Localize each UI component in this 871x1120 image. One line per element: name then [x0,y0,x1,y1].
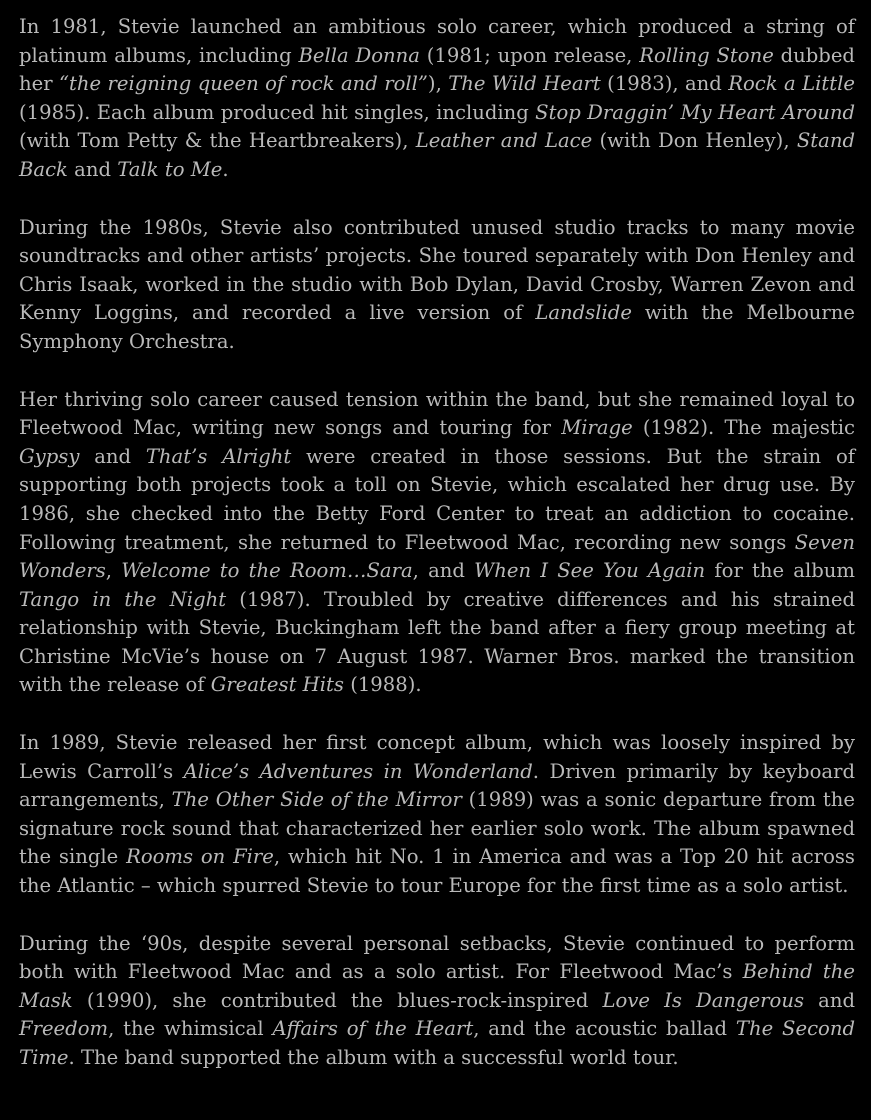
title-italic: The Second Time [19,1017,856,1069]
paragraph-5 [19,930,855,1073]
title-italic: Landslide [535,301,632,325]
paragraph-4 [19,729,855,901]
text-run: ), [427,72,449,96]
text-run: . Driven primarily by keyboard arrangements, [19,759,855,812]
text-run: dubbed her [19,43,855,96]
title-italic: Rolling Stone [639,43,774,67]
title-italic: Seven Wonders [19,530,855,583]
title-italic: Affairs of the Heart [272,1017,474,1041]
title-italic: Mirage [561,416,633,440]
text-run: , and the acoustic ballad [473,1017,736,1041]
title-italic: Welcome to the Room…Sara [121,559,413,583]
text-run: . The band supported the album with a successful world tour. [68,1046,679,1069]
title-italic: Gypsy [19,444,80,468]
text-run: (1983), and [600,72,729,96]
title-italic: Stop Draggin’ My Heart Around [535,100,855,124]
text-run: In 1989, Stevie released her first concept album, which was loosely inspired by Lewis Carroll’s [19,731,855,783]
text-run: , and [412,559,475,583]
text-run: In 1981, Stevie launched an ambitious solo career, which produced a string of platinum albums, including [19,15,855,67]
title-italic: Rooms on Fire [126,845,274,869]
title-italic: Bella Donna [298,43,420,67]
title-italic: “the reigning queen of rock and roll” [58,72,428,96]
text-run: (with Don Henley), [592,129,797,153]
text-run: Her thriving solo career caused tension within the band, but she remained loyal to Fleetwood Mac, writing new songs and touring for [19,387,855,440]
title-italic: Leather and Lace [415,129,593,153]
title-italic: Behind the Mask [19,960,855,1012]
title-italic: Talk to Me [117,157,223,181]
title-italic: The Other Side of the Mirror [171,788,462,812]
text-run: (1981; upon release, [419,43,640,67]
text-run: (1988). [343,673,422,697]
text-run: . [222,157,229,181]
text-run: During the ‘90s, despite several personal setbacks, Stevie continued to perform both with Fleetwood Mac and as a solo artist. For Fleetwood Mac’s [19,931,855,984]
text-run: (1989) was a sonic departure from the signature rock sound that characterized her earlier solo work. The album spawned the single [19,788,855,869]
title-italic: That’s Alright [145,444,292,468]
paragraph-2 [19,214,855,357]
title-italic: Love Is Dangerous [602,988,805,1012]
text-run: and [79,444,146,468]
title-italic: Freedom [19,1017,109,1041]
title-italic: The Wild Heart [448,72,601,96]
text-run: (1990), she contributed the blues-rock-inspired [72,988,603,1012]
title-italic: Tango in the Night [19,587,227,611]
title-italic: When I See You Again [474,559,706,583]
paragraph-3 [19,386,855,701]
text-run: (with Tom Petty & the Heartbreakers), [19,129,416,153]
paragraph-1 [19,13,855,185]
text-run: and [804,988,856,1012]
text-run: , which hit No. 1 in America and was a Top 20 hit across the Atlantic – which spurred Stevie to tour Europe for the first time as a solo artist. [19,845,855,898]
text-run: (1985). Each album produced hit singles, including [19,100,536,124]
text-run: and [67,157,118,181]
text-run: During the 1980s, Stevie also contributed unused studio tracks to many movie soundtracks and other artists’ projects. She toured separately with Don Henley and Chris Isaak, worked in the studio with Bob Dylan, David Crosby, Warren Zevon and Kenny Loggins, and recorded a live version of [19,215,855,325]
title-italic: Alice’s Adventures in Wonderland [183,759,533,783]
title-italic: Rock a Little [728,72,855,96]
text-run: , the whimsical [108,1017,273,1041]
title-italic: Greatest Hits [210,673,344,697]
title-italic: Stand Back [19,129,855,181]
text-run: were created in those sessions. But the strain of supporting both projects took a toll on Stevie, which escalated her drug use. By 1986, she checked into the Betty Ford Center to treat an addiction to cocaine. Following treatment, she returned to Fleetwood Mac, recording new songs [19,444,855,554]
text-run: , [105,559,122,583]
text-run: (1987). Troubled by creative differences and his strained relationship with Stevie, Buckingham left the band after a fiery group meeting at Christine McVie’s house on 7 August 1987. Warner Bros. marked the transition with the release of [19,587,856,697]
text-run: with the Melbourne Symphony Orchestra. [19,301,855,353]
text-run: for the album [705,559,855,583]
text-run: (1982). The majestic [632,416,855,440]
